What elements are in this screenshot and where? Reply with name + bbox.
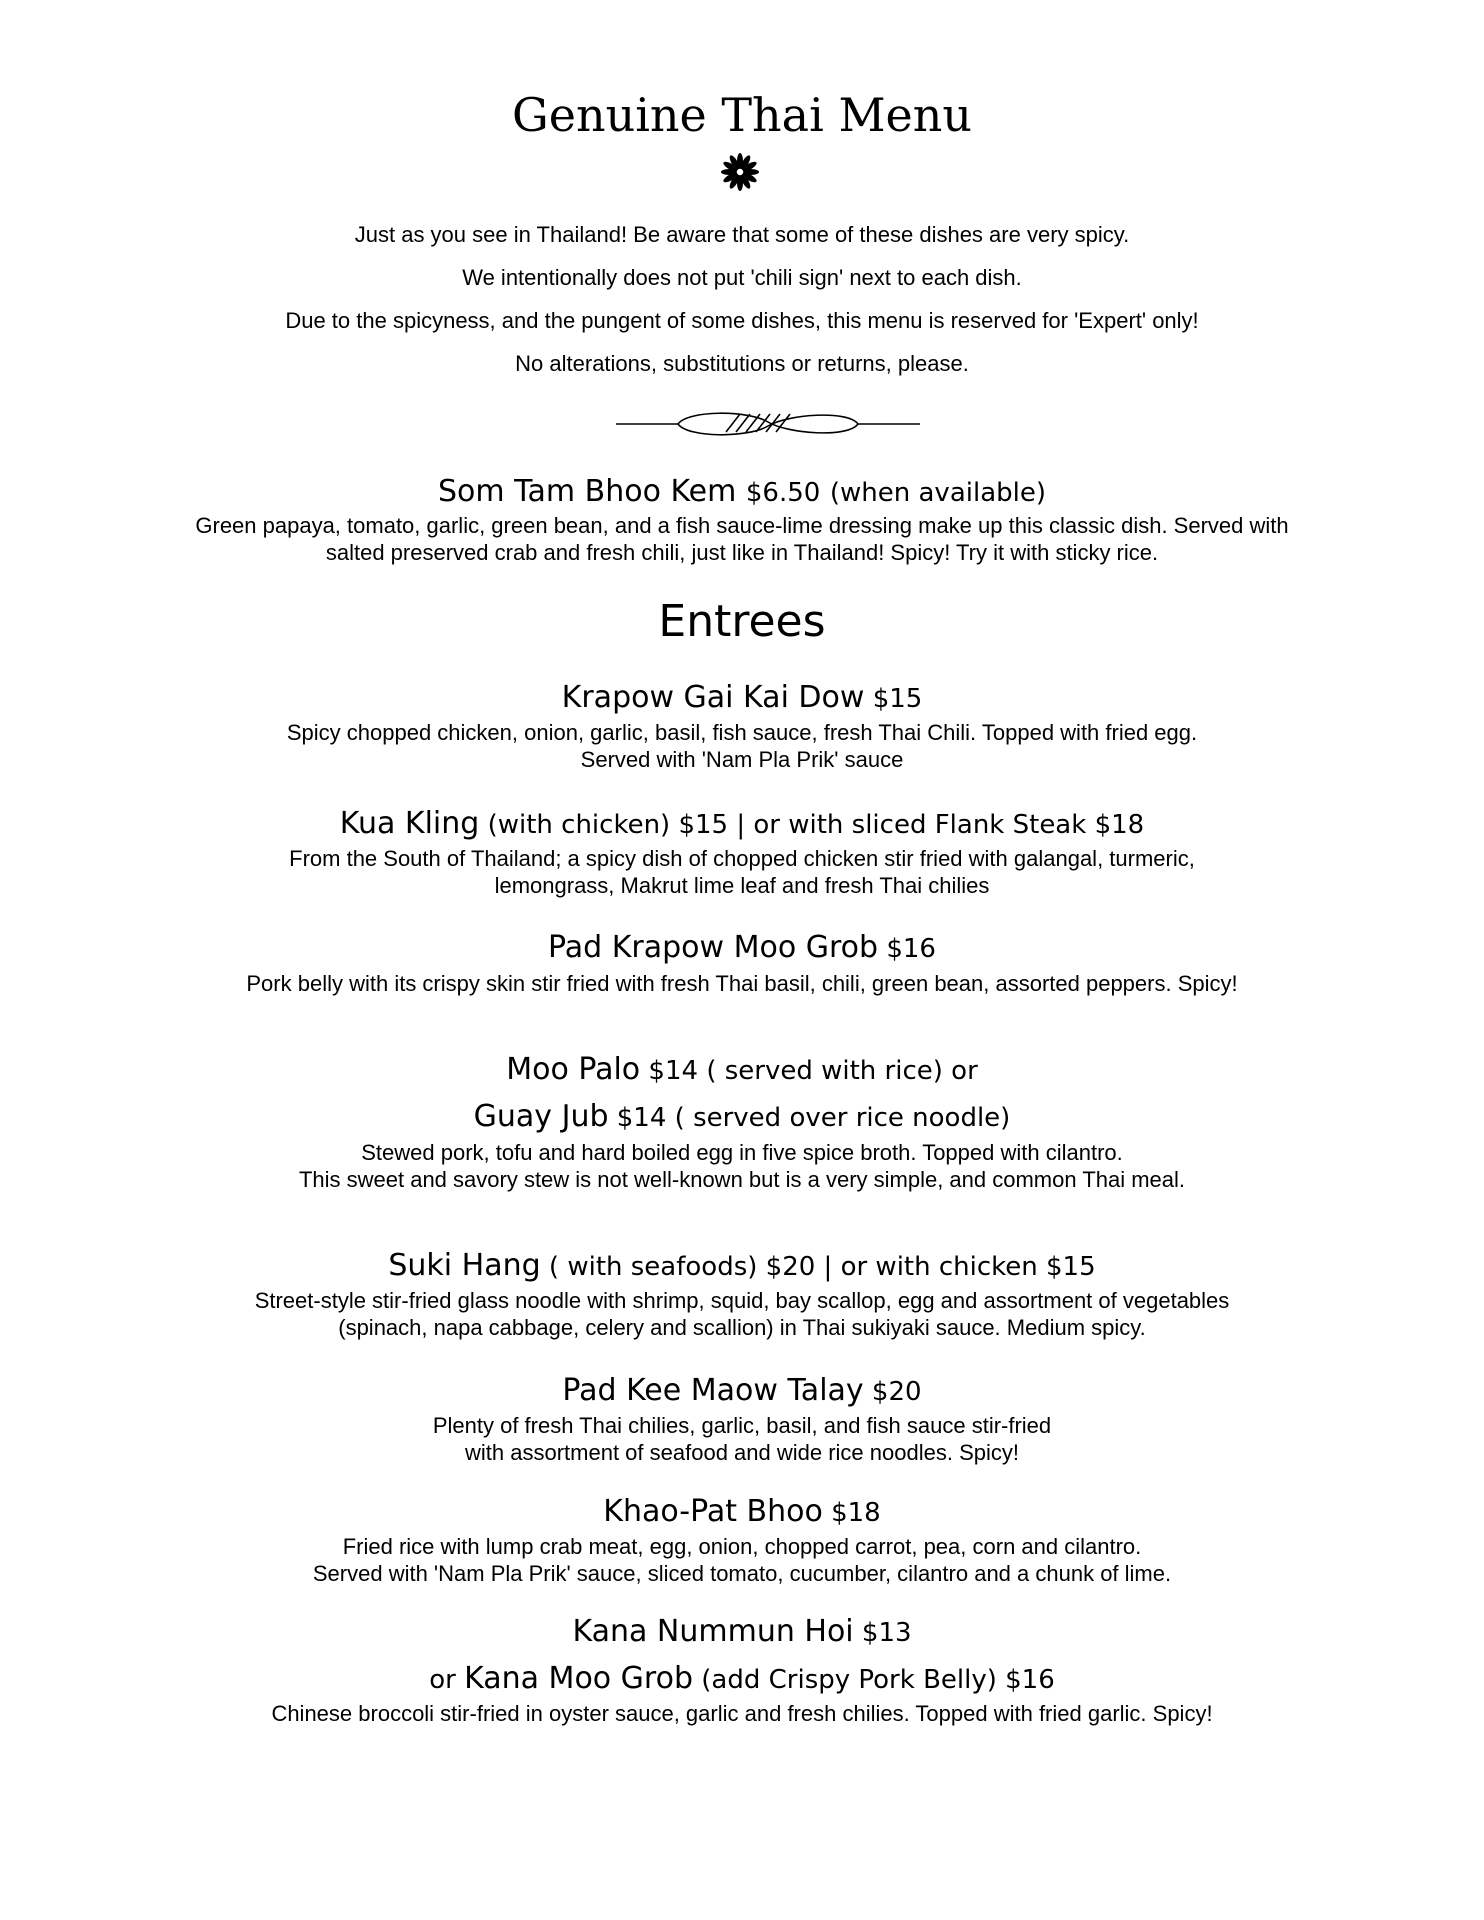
intro-line-3: Due to the spicyness, and the pungent of some dishes, this menu is reserved for 'Expert' only! <box>285 308 1199 333</box>
entree-description: Chinese broccoli stir-fried in oyster sauce, garlic and fresh chilies. Topped with fried garlic. Spicy! <box>271 1701 1213 1726</box>
entree-price: (with chicken) $15 | or with sliced Flank Steak $18 <box>479 810 1145 840</box>
menu-title: Genuine Thai Menu <box>511 88 973 142</box>
featured-dish-description: Green papaya, tomato, garlic, green bean, and a fish sauce-lime dressing make up this classic dish. Served with salted preserved crab and fresh chili, just like in Thailand! Spicy! Try it with sticky rice. <box>195 513 1289 565</box>
entree-price-alt: $14 ( served over rice noodle) <box>608 1103 1011 1133</box>
entree-or-label: or <box>429 1665 465 1695</box>
entree-heading-alt <box>0 1099 1484 1136</box>
entree-name: Kana Nummun Hoi <box>572 1614 854 1649</box>
entree-heading <box>0 1373 1484 1410</box>
entree-heading <box>0 1614 1484 1651</box>
entree-heading <box>0 930 1484 967</box>
entree-price: ( with seafoods) $20 | or with chicken $15 <box>540 1252 1096 1282</box>
entree-price: $16 <box>878 934 936 964</box>
entree-name: Krapow Gai Kai Dow <box>561 680 865 715</box>
featured-dish-note: (when available) <box>829 478 1046 508</box>
featured-dish-price: $6.50 <box>745 478 821 508</box>
entree-heading-alt <box>0 1661 1484 1698</box>
entree-name: Moo Palo <box>506 1052 641 1087</box>
featured-dish-name: Som Tam Bhoo Kem <box>437 474 737 509</box>
featured-dish-heading <box>0 474 1484 511</box>
entree-description: Plenty of fresh Thai chilies, garlic, basil, and fish sauce stir-fried with assortment of seafood and wide rice noodles. Spicy! <box>432 1413 1052 1465</box>
entree-description: From the South of Thailand; a spicy dish of chopped chicken stir fried with galangal, turmeric, lemongrass, Makrut lime leaf and fresh Thai chilies <box>289 846 1195 898</box>
entree-name-alt: Kana Moo Grob <box>464 1661 694 1696</box>
entree-price: $18 <box>822 1498 881 1528</box>
entree-price: $20 <box>863 1377 922 1407</box>
entree-description: Stewed pork, tofu and hard boiled egg in five spice broth. Topped with cilantro. This sweet and savory stew is not well-known but is a very simple, and common Thai meal. <box>298 1140 1186 1192</box>
flourish-divider-icon <box>608 402 928 446</box>
entree-name: Kua Kling <box>339 806 480 841</box>
entree-description: Street-style stir-fried glass noodle with shrimp, squid, bay scallop, egg and assortment of vegetables (spinach, napa cabbage, celery and scallion) in Thai sukiyaki sauce. Medium spicy. <box>254 1288 1230 1340</box>
entree-price-alt: (add Crispy Pork Belly) $16 <box>693 1665 1055 1695</box>
entree-price: $15 <box>864 684 923 714</box>
entree-name: Khao-Pat Bhoo <box>603 1494 823 1529</box>
entree-price: $14 ( served with rice) or <box>640 1056 978 1086</box>
entree-name: Pad Krapow Moo Grob <box>548 930 879 965</box>
entree-name: Pad Kee Maow Talay <box>562 1373 864 1408</box>
entree-description: Fried rice with lump crab meat, egg, onion, chopped carrot, pea, corn and cilantro. Served with 'Nam Pla Prik' sauce, sliced tomato, cucumber, cilantro and a chunk of lime. <box>312 1534 1172 1586</box>
section-title-entrees: Entrees <box>658 596 826 647</box>
entree-heading <box>0 1248 1484 1285</box>
entree-description: Pork belly with its crispy skin stir fried with fresh Thai basil, chili, green bean, assorted peppers. Spicy! <box>246 971 1238 996</box>
entree-price: $13 <box>853 1618 912 1648</box>
intro-line-2: We intentionally does not put 'chili sign' next to each dish. <box>462 265 1022 290</box>
entree-heading <box>0 806 1484 843</box>
entree-heading <box>0 1494 1484 1531</box>
intro-line-1: Just as you see in Thailand! Be aware that some of these dishes are very spicy. <box>354 222 1130 247</box>
entree-name: Suki Hang <box>388 1248 541 1283</box>
entree-heading <box>0 1052 1484 1089</box>
entree-heading <box>0 680 1484 717</box>
entree-description: Spicy chopped chicken, onion, garlic, basil, fish sauce, fresh Thai Chili. Topped with fried egg. Served with 'Nam Pla Prik' sauce <box>286 720 1198 772</box>
flower-ornament-icon <box>720 152 760 192</box>
entree-name-alt: Guay Jub <box>473 1099 609 1134</box>
intro-line-4: No alterations, substitutions or returns, please. <box>515 351 969 376</box>
